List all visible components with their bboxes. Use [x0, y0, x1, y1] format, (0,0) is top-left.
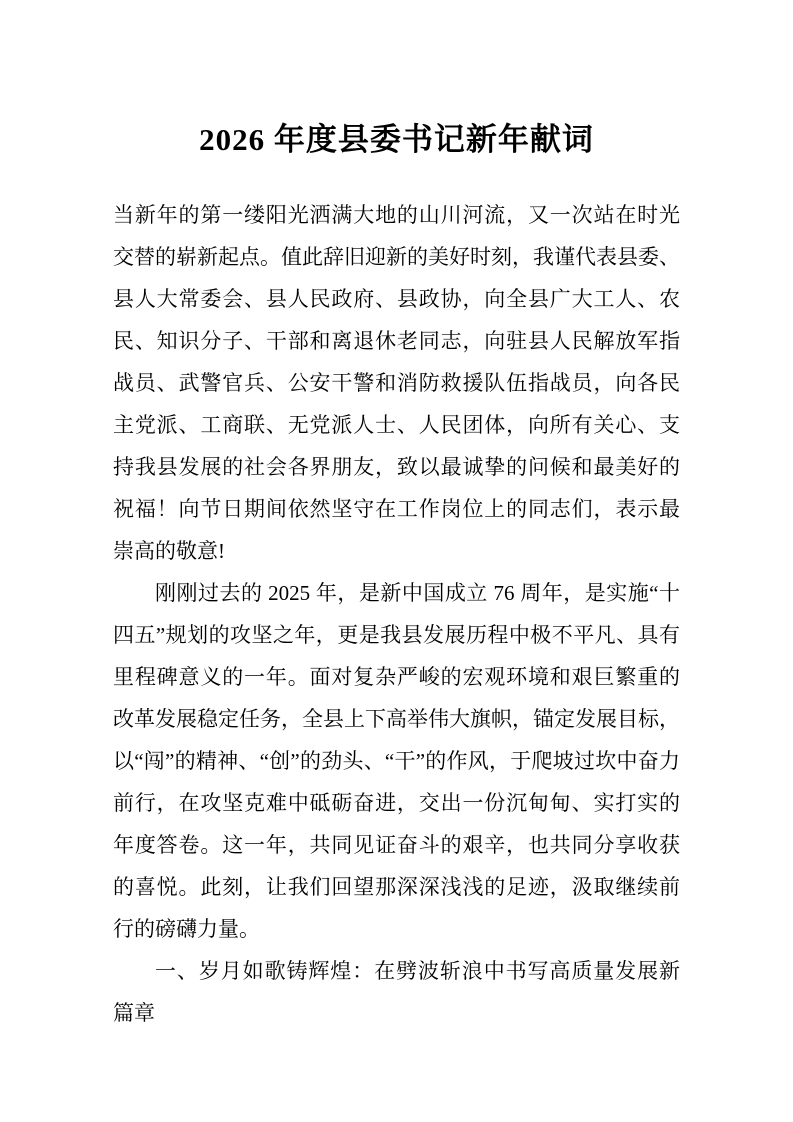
text-line: 四五”规划的攻坚之年，更是我县发展历程中极不平凡、具有 [113, 623, 680, 647]
text-line: 战员、武警官兵、公安干警和消防救援队伍指战员，向各民 [113, 371, 680, 395]
text-line: 以“闯”的精神、“创”的劲头、“干”的作风，于爬坡过坎中奋力 [113, 749, 680, 773]
document-body [113, 194, 680, 1034]
text-line: 的喜悦。此刻，让我们回望那深深浅浅的足迹，汲取继续前 [113, 875, 680, 899]
document-title: 2026 年度县委书记新年献词 [199, 122, 594, 157]
paragraph-year-review [113, 572, 680, 950]
text-line: 篇章 [113, 1001, 155, 1025]
text-line: 刚刚过去的 2025 年，是新中国成立 76 周年，是实施“十 [155, 581, 680, 605]
text-line: 主党派、工商联、无党派人士、人民团体，向所有关心、支 [113, 413, 680, 437]
text-line: 里程碑意义的一年。面对复杂严峻的宏观环境和艰巨繁重的 [113, 665, 680, 689]
text-line: 交替的崭新起点。值此辞旧迎新的美好时刻，我谨代表县委、 [113, 245, 680, 269]
paragraph-greeting [113, 194, 680, 572]
paragraph-section-one-heading [113, 950, 680, 1034]
text-line: 前行，在攻坚克难中砥砺奋进，交出一份沉甸甸、实打实的 [113, 791, 680, 815]
text-line: 持我县发展的社会各界朋友，致以最诚挚的问候和最美好的 [113, 455, 680, 479]
text-line: 改革发展稳定任务，全县上下高举伟大旗帜，锚定发展目标， [113, 707, 680, 731]
text-line: 一、岁月如歌铸辉煌：在劈波斩浪中书写高质量发展新 [155, 959, 680, 983]
text-line: 行的磅礴力量。 [113, 917, 260, 941]
text-line: 崇高的敬意! [113, 539, 225, 563]
text-line: 民、知识分子、干部和离退休老同志，向驻县人民解放军指 [113, 329, 680, 353]
text-line: 当新年的第一缕阳光洒满大地的山川河流，又一次站在时光 [113, 203, 680, 227]
text-line: 祝福！向节日期间依然坚守在工作岗位上的同志们，表示最 [113, 497, 680, 521]
text-line: 年度答卷。这一年，共同见证奋斗的艰辛，也共同分享收获 [113, 833, 680, 857]
text-line: 县人大常委会、县人民政府、县政协，向全县广大工人、农 [113, 287, 680, 311]
